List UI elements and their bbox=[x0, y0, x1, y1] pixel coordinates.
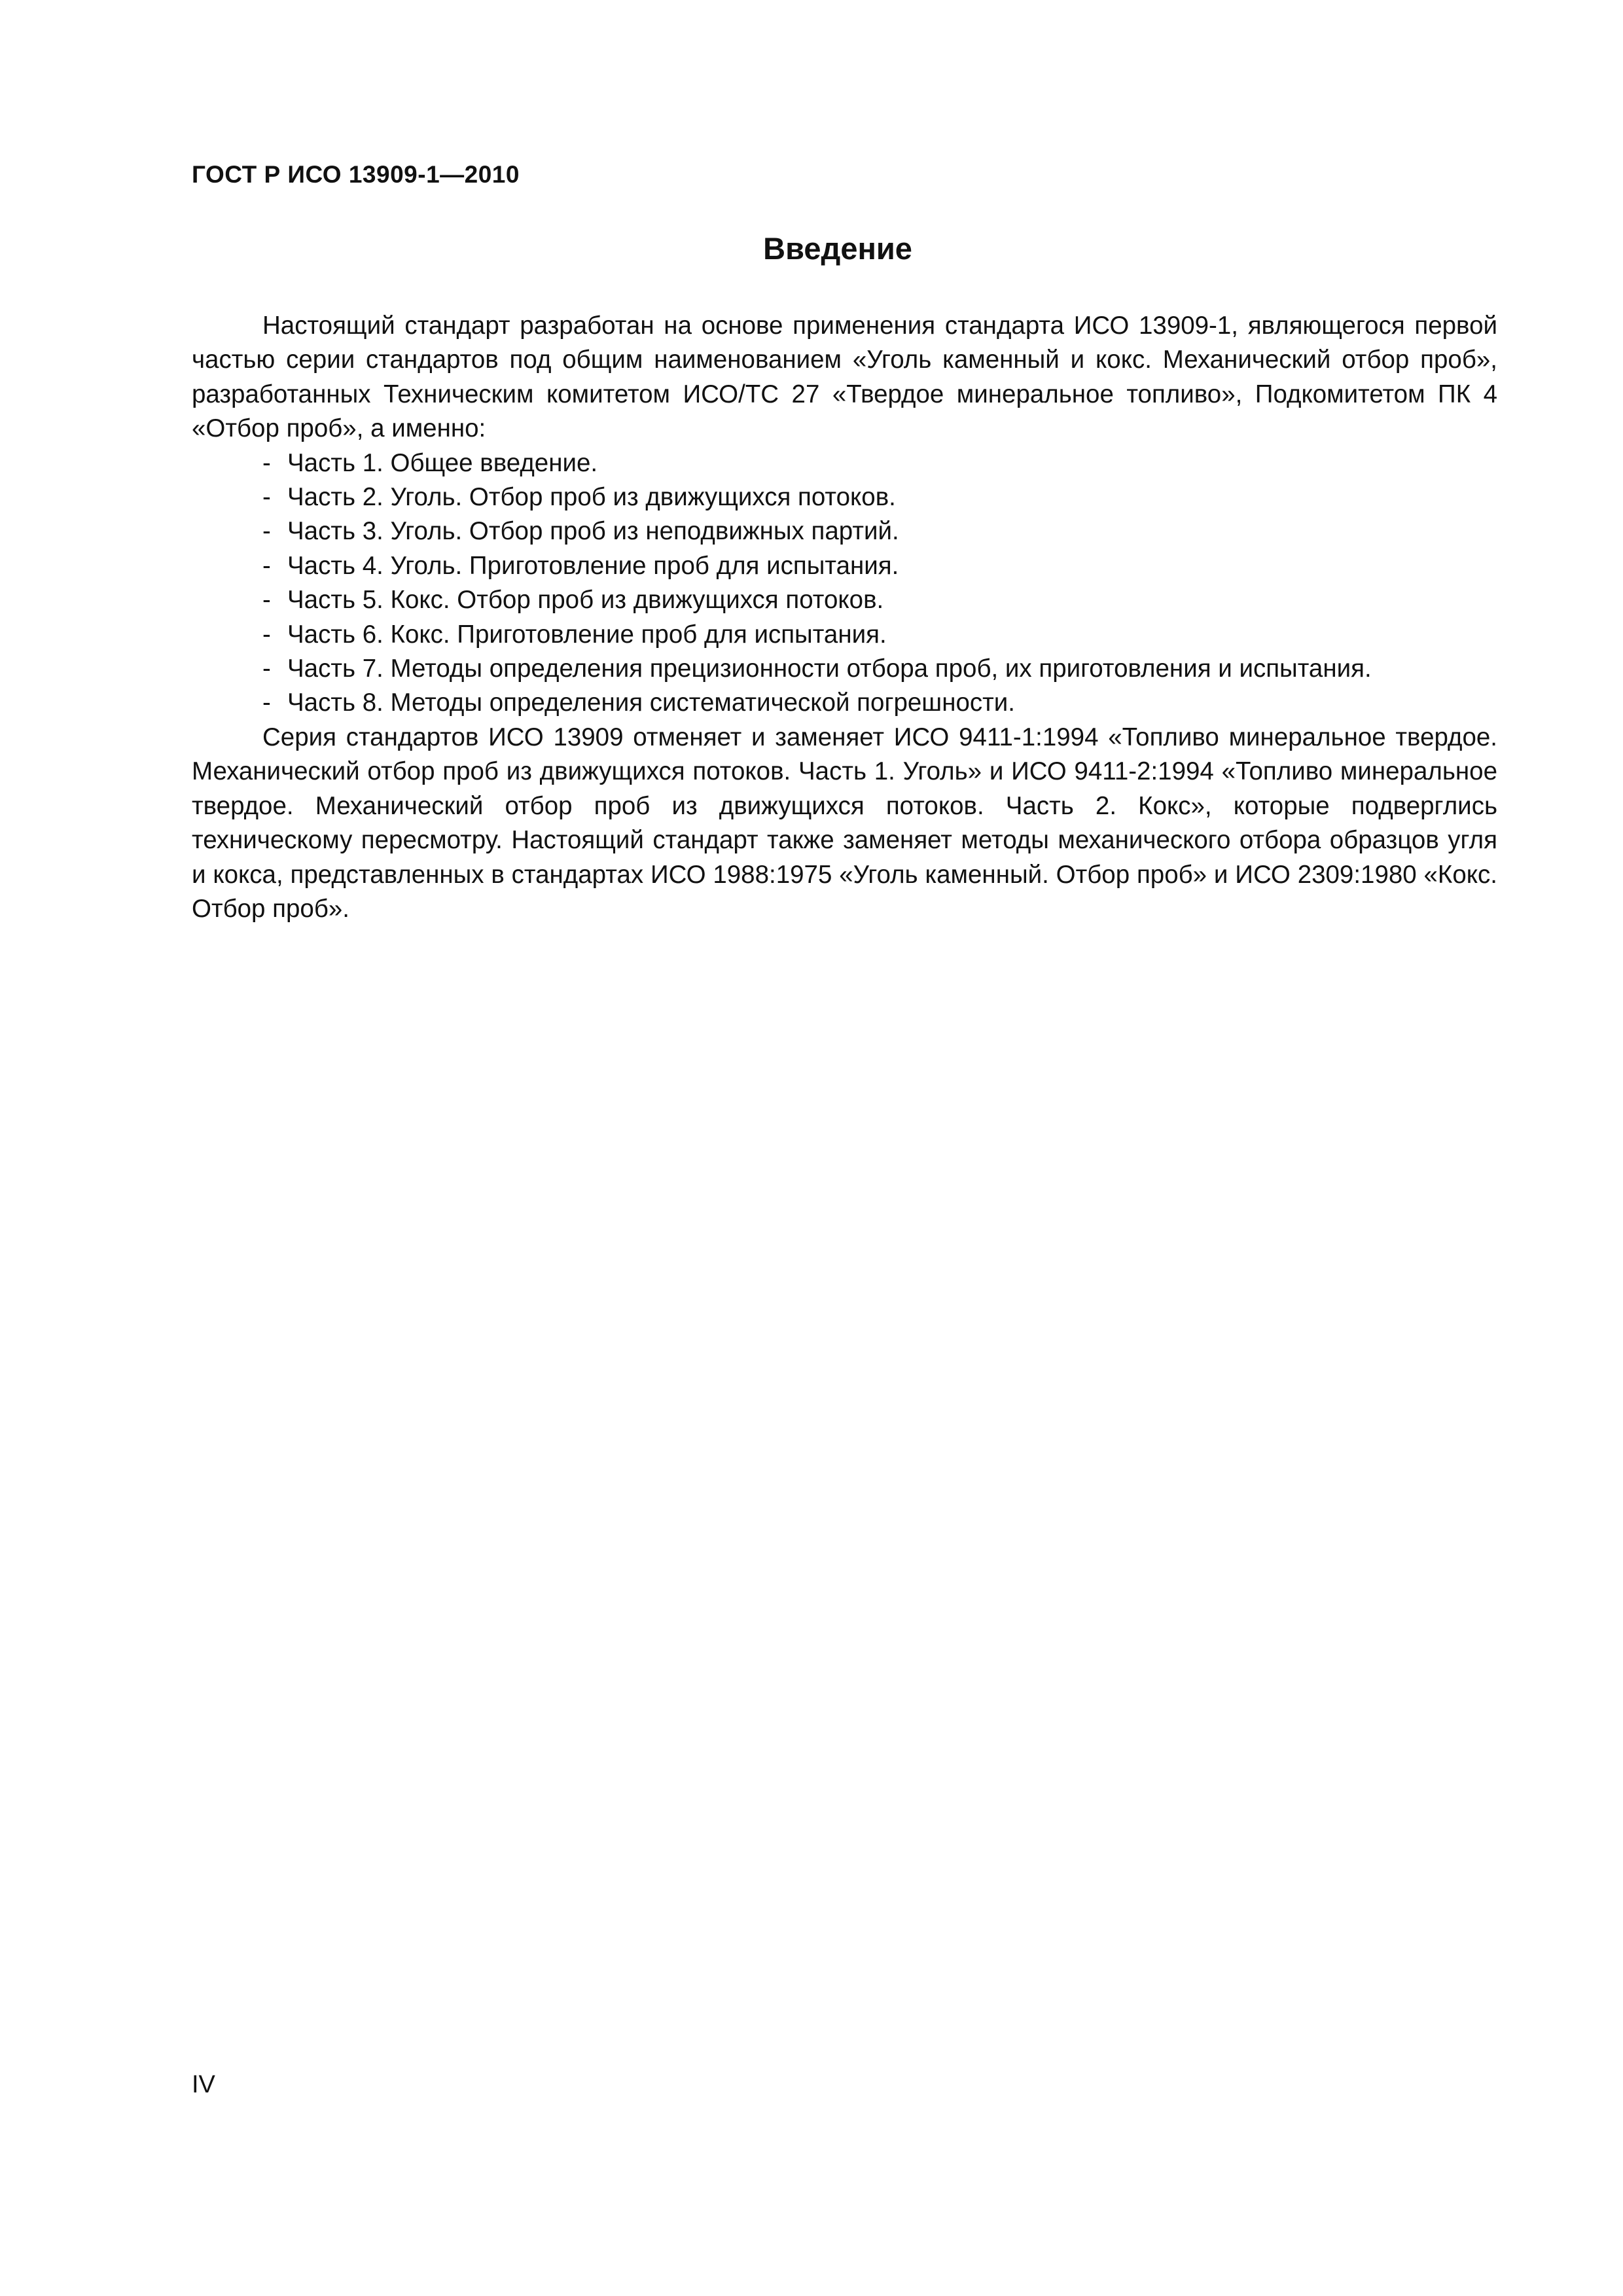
page-number: IV bbox=[192, 2071, 215, 2098]
list-marker: - bbox=[262, 517, 271, 546]
list-item bbox=[192, 583, 1497, 617]
list-item-text: Часть 6. Кокс. Приготовление проб для испытания. bbox=[287, 620, 887, 649]
list-item-text: Часть 3. Уголь. Отбор проб из неподвижных партий. bbox=[287, 517, 899, 546]
intro-paragraph: Настоящий стандарт разработан на основе применения стандарта ИСО 13909-1, являющегося первой частью серии стандартов под общим наименованием «Уголь каменный и кокс. Механический отбор проб», разработанных Техническим комитетом ИСО/ТС 27 «Твердое минеральное топливо», Подкомитетом ПК 4 «Отбор проб», а именно: bbox=[192, 312, 1497, 443]
list-item bbox=[192, 686, 1497, 720]
list-marker: - bbox=[262, 689, 271, 717]
list-marker: - bbox=[262, 448, 271, 477]
list-item-text: Часть 2. Уголь. Отбор проб из движущихся потоков. bbox=[287, 483, 896, 512]
list-marker: - bbox=[262, 620, 271, 649]
section-title: Введение bbox=[763, 231, 912, 266]
parts-list bbox=[192, 446, 1497, 721]
list-item bbox=[192, 480, 1497, 514]
list-item-text: Часть 7. Методы определения прецизионности отбора проб, их приготовления и испытания. bbox=[287, 655, 1372, 683]
list-item bbox=[192, 549, 1497, 583]
list-marker: - bbox=[262, 655, 271, 683]
list-item-text: Часть 1. Общее введение. bbox=[287, 448, 598, 477]
list-item-text: Часть 8. Методы определения систематической погрешности. bbox=[287, 689, 1015, 717]
list-item-text: Часть 4. Уголь. Приготовление проб для испытания. bbox=[287, 551, 899, 580]
document-body bbox=[192, 309, 1497, 926]
list-marker: - bbox=[262, 586, 271, 615]
list-item-text: Часть 5. Кокс. Отбор проб из движущихся потоков. bbox=[287, 586, 884, 615]
list-item bbox=[192, 652, 1497, 686]
document-designation: ГОСТ Р ИСО 13909-1—2010 bbox=[192, 161, 520, 188]
list-item bbox=[192, 446, 1497, 480]
list-item bbox=[192, 618, 1497, 652]
closing-paragraph: Серия стандартов ИСО 13909 отменяет и заменяет ИСО 9411-1:1994 «Топливо минеральное твердое. Механический отбор проб из движущихся потоков. Часть 1. Уголь» и ИСО 9411-2:1994 «Топливо минеральное твердое. Механический отбор проб из движущихся потоков. Часть 2. Кокс», которые подверглись техническому пересмотру. Настоящий стандарт также заменяет методы механического отбора образцов угля и кокса, представленных в стандартах ИСО 1988:1975 «Уголь каменный. Отбор проб» и ИСО 2309:1980 «Кокс. Отбор проб». bbox=[192, 723, 1497, 923]
list-item bbox=[192, 514, 1497, 548]
list-marker: - bbox=[262, 551, 271, 580]
list-marker: - bbox=[262, 483, 271, 512]
